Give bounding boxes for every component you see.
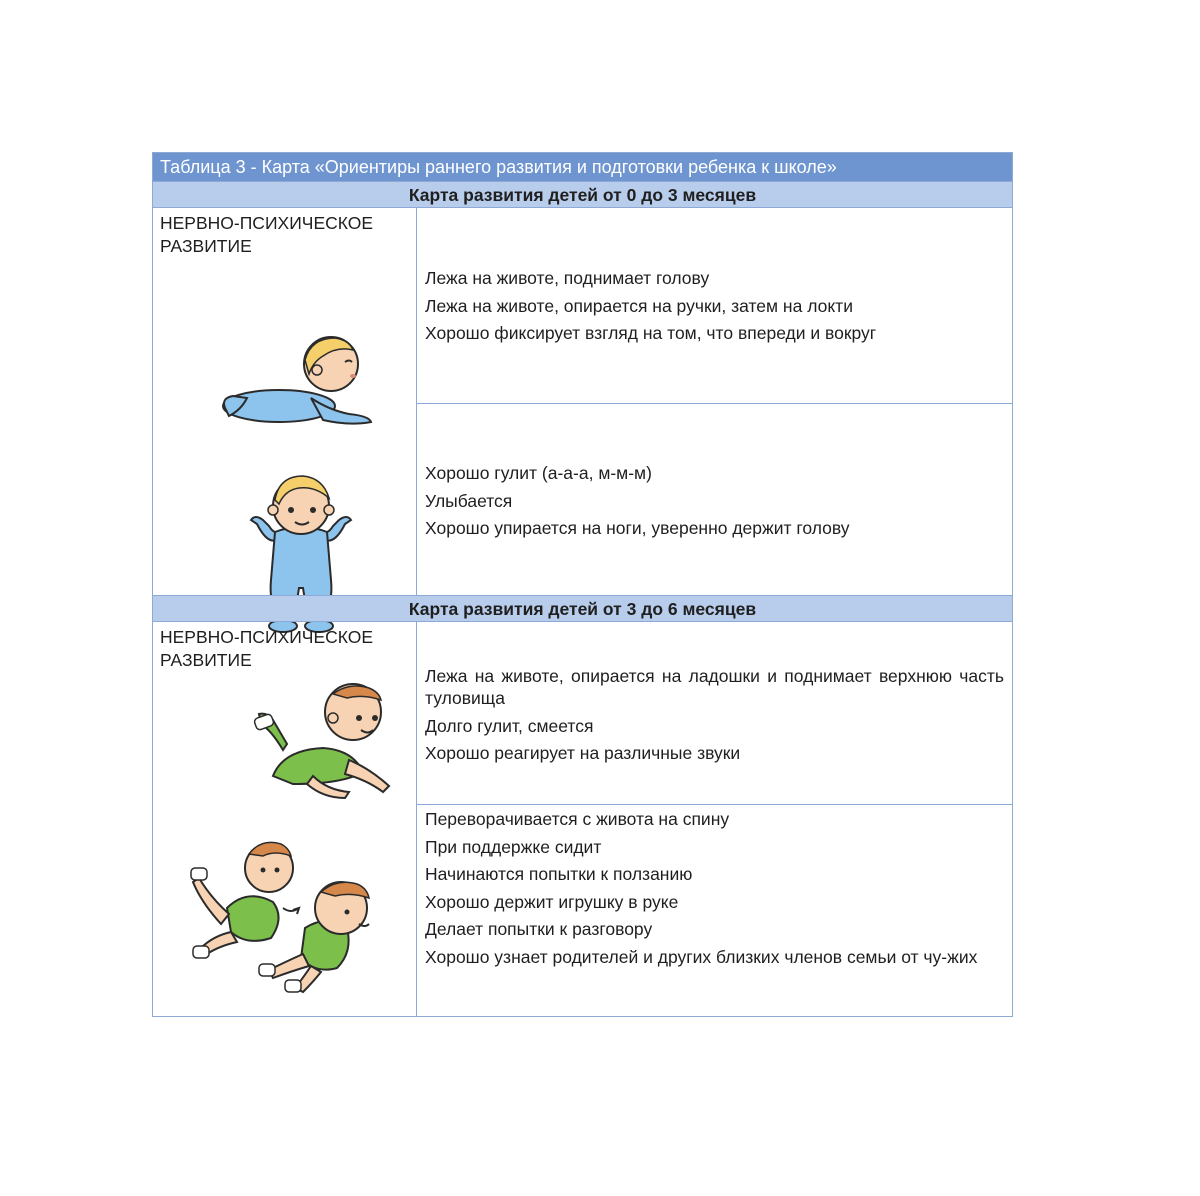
- milestone-item: Хорошо узнает родителей и других близких членов семьи от чу-жих: [425, 946, 978, 967]
- milestone-item: Делает попытки к разговору: [425, 919, 653, 939]
- milestone-item: Долго гулит, смеется: [425, 715, 594, 736]
- baby-on-tummy-illustration: [219, 336, 379, 436]
- baby-rolling-over-illustration: [187, 828, 387, 998]
- milestone-item: Улыбается: [425, 490, 513, 511]
- milestone-item: Хорошо реагирует на различные звуки: [425, 743, 741, 763]
- category-label-line1: НЕРВНО-ПСИХИЧЕСКОЕ: [160, 627, 374, 647]
- category-label: [160, 626, 373, 672]
- milestone-item: Лежа на животе, опирается на ручки, затем на локти: [425, 295, 853, 316]
- development-table: [152, 152, 1013, 1017]
- section-heading-3-6-months: Карта развития детей от 3 до 6 месяцев: [153, 595, 1012, 622]
- category-label: [160, 212, 373, 258]
- section-1-row-2: [417, 403, 1012, 595]
- milestone-item: Переворачивается с живота на спину: [425, 809, 730, 829]
- section-1-row-1: [417, 208, 1012, 404]
- milestone-item: Лежа на животе, опирается на ладошки и поднимает верхнюю часть туловища: [425, 666, 1004, 708]
- category-label-line1: НЕРВНО-ПСИХИЧЕСКОЕ: [160, 213, 374, 233]
- milestone-item: Начинаются попытки к ползанию: [425, 864, 693, 884]
- category-label-line2: РАЗВИТИЕ: [160, 236, 252, 256]
- section-2-row-1: [417, 622, 1012, 804]
- milestone-item: Хорошо упирается на ноги, уверенно держит голову: [425, 518, 850, 538]
- category-label-line2: РАЗВИТИЕ: [160, 650, 252, 670]
- milestone-item: Хорошо держит игрушку в руке: [425, 891, 679, 912]
- table-caption: Таблица 3 - Карта «Ориентиры раннего развития и подготовки ребенка к школе»: [153, 153, 1012, 181]
- milestone-item: Хорошо гулит (а-а-а, м-м-м): [425, 463, 652, 483]
- milestone-item: Лежа на животе, поднимает голову: [425, 268, 710, 288]
- milestone-item: При поддержке сидит: [425, 836, 602, 857]
- section-1-left-cell: [153, 208, 417, 595]
- section-heading-0-3-months: Карта развития детей от 0 до 3 месяцев: [153, 181, 1012, 208]
- baby-propping-up-illustration: [253, 680, 403, 800]
- section-2-left-cell: [153, 622, 417, 1016]
- milestone-item: Хорошо фиксирует взгляд на том, что впереди и вокруг: [425, 323, 877, 343]
- section-2-row-2: [417, 804, 1012, 1016]
